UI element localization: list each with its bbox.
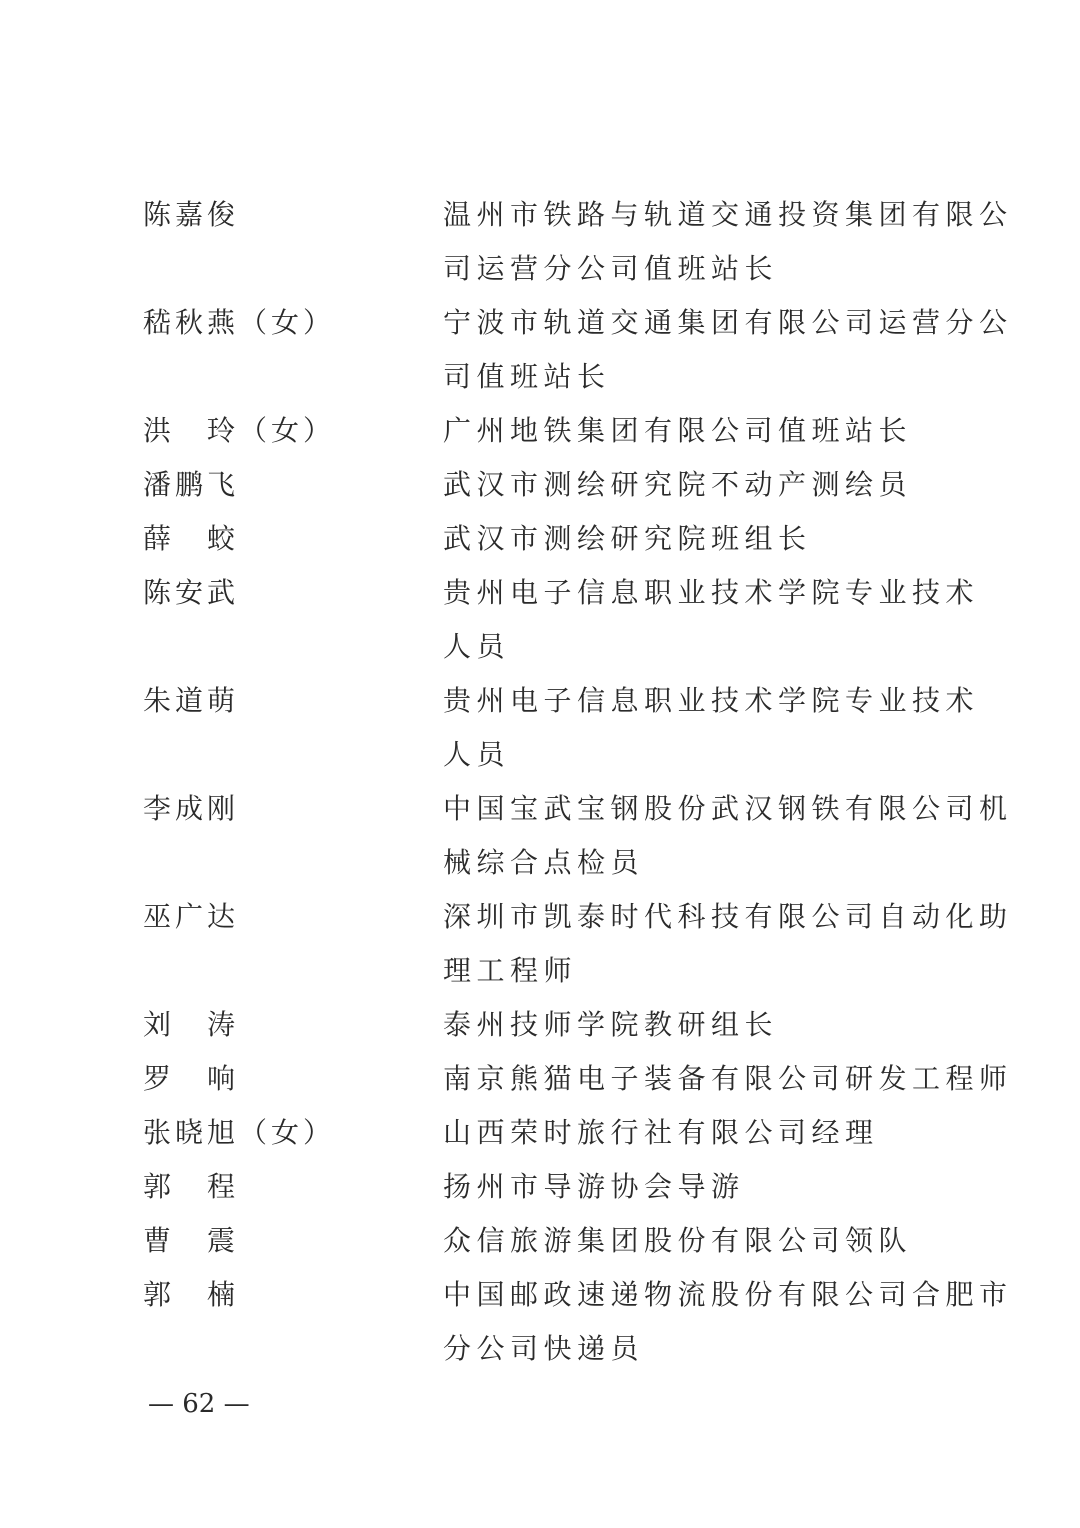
person-name: 曹 震 xyxy=(143,1224,240,1257)
title-line: 扬州市导游协会导游 xyxy=(443,1170,745,1203)
person-title xyxy=(443,1160,943,1214)
title-line: 械综合点检员 xyxy=(443,846,645,879)
title-line: 众信旅游集团股份有限公司领队 xyxy=(443,1224,913,1257)
title-line: 山西荣时旅行社有限公司经理 xyxy=(443,1116,879,1149)
person-name: 潘鹏飞 xyxy=(143,468,240,501)
person-name: 陈嘉俊 xyxy=(143,198,240,231)
person-title xyxy=(443,1268,1013,1376)
title-line: 泰州技师学院教研组长 xyxy=(443,1008,779,1041)
title-line: 武汉市测绘研究院不动产测绘员 xyxy=(443,468,913,501)
page-number: — 62 — xyxy=(148,1389,250,1419)
person-title xyxy=(443,404,943,458)
person-title xyxy=(443,188,1013,296)
title-line: 温州市铁路与轨道交通投资集团有限公 xyxy=(443,198,1013,231)
person-name: 郭 程 xyxy=(143,1170,240,1203)
title-line: 人员 xyxy=(443,630,511,663)
title-line: 中国宝武宝钢股份武汉钢铁有限公司机 xyxy=(443,792,1013,825)
title-line: 深圳市凯泰时代科技有限公司自动化助 xyxy=(443,900,1013,933)
person-title xyxy=(443,296,1013,404)
person-title xyxy=(443,512,943,566)
title-line: 理工程师 xyxy=(443,954,578,987)
title-line: 司值班站长 xyxy=(443,360,611,393)
title-line: 中国邮政速递物流股份有限公司合肥市 xyxy=(443,1278,1013,1311)
person-title xyxy=(443,1052,1013,1106)
person-name: 洪 玲（女） xyxy=(143,414,336,447)
person-name: 李成刚 xyxy=(143,792,240,825)
person-name: 刘 涛 xyxy=(143,1008,240,1041)
person-name: 郭 楠 xyxy=(143,1278,240,1311)
person-name: 罗 响 xyxy=(143,1062,240,1095)
person-name: 薛 蛟 xyxy=(143,522,240,555)
title-line: 武汉市测绘研究院班组长 xyxy=(443,522,812,555)
title-line: 贵州电子信息职业技术学院专业技术 xyxy=(443,684,980,717)
title-line: 人员 xyxy=(443,738,511,771)
person-name: 陈安武 xyxy=(143,576,240,609)
title-line: 南京熊猫电子装备有限公司研发工程师 xyxy=(443,1062,1013,1095)
person-title xyxy=(443,674,980,782)
title-line: 广州地铁集团有限公司值班站长 xyxy=(443,414,913,447)
person-name: 朱道萌 xyxy=(143,684,240,717)
title-line: 贵州电子信息职业技术学院专业技术 xyxy=(443,576,980,609)
person-title xyxy=(443,566,980,674)
person-name: 嵇秋燕（女） xyxy=(143,306,336,339)
person-title xyxy=(443,890,1013,998)
person-name: 巫广达 xyxy=(143,900,240,933)
person-title xyxy=(443,1214,943,1268)
title-line: 宁波市轨道交通集团有限公司运营分公 xyxy=(443,306,1013,339)
person-title xyxy=(443,998,943,1052)
title-line: 司运营分公司值班站长 xyxy=(443,252,779,285)
person-title xyxy=(443,1106,943,1160)
person-name: 张晓旭（女） xyxy=(143,1116,336,1149)
person-title xyxy=(443,782,1013,890)
title-line: 分公司快递员 xyxy=(443,1332,645,1365)
person-title xyxy=(443,458,943,512)
